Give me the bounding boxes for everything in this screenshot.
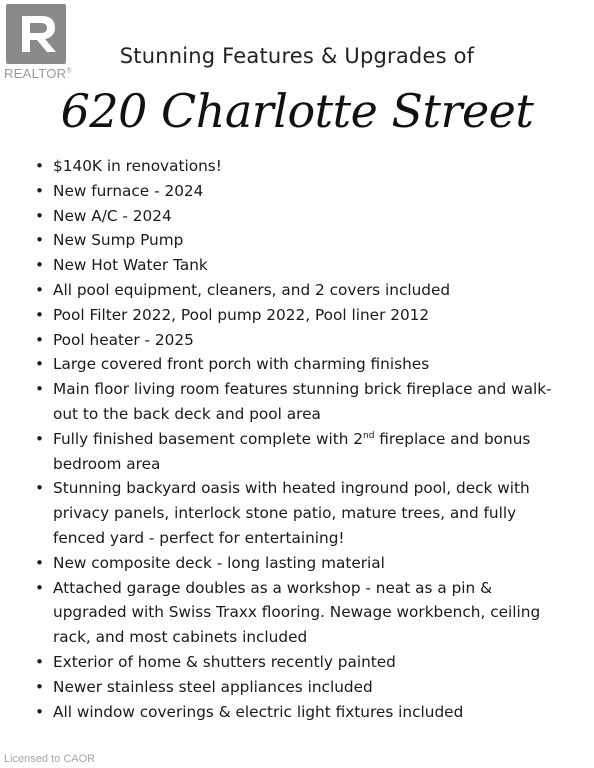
feature-superscript: nd (363, 430, 375, 441)
feature-text: Large covered front porch with charming finishes (53, 355, 430, 374)
bullet-icon: • (35, 702, 45, 721)
bullet-icon: • (35, 677, 45, 696)
list-item (33, 427, 553, 477)
list-item (33, 675, 553, 700)
feature-text: New composite deck - long lasting material (53, 553, 385, 572)
feature-text: Newer stainless steel appliances included (53, 677, 373, 696)
list-item (33, 551, 553, 576)
property-address: 620 Charlotte Street (60, 84, 534, 138)
bullet-icon: • (35, 157, 45, 175)
feature-text: Exterior of home & shutters recently painted (53, 652, 396, 671)
license-notice: Licensed to CAOR (4, 753, 96, 765)
feature-text: $140K in renovations! (53, 157, 222, 175)
list-item (33, 377, 553, 427)
feature-text: Pool heater - 2025 (53, 330, 194, 349)
bullet-icon: • (35, 380, 45, 399)
bullet-icon: • (35, 181, 45, 200)
bullet-icon: • (35, 280, 45, 299)
list-item (33, 576, 553, 650)
list-item (33, 328, 553, 353)
feature-text: New A/C - 2024 (53, 206, 172, 225)
bullet-icon: • (35, 429, 45, 448)
bullet-icon: • (35, 355, 45, 374)
list-item (33, 278, 553, 303)
list-item (33, 476, 553, 550)
feature-text: Main floor living room features stunning brick fireplace and walk-out to the back deck and pool area (53, 380, 552, 423)
feature-text: New furnace - 2024 (53, 181, 204, 200)
feature-text: New Hot Water Tank (53, 256, 208, 275)
list-item (33, 650, 553, 675)
realtor-logo-text: REALTOR® (4, 66, 72, 81)
list-item (33, 253, 553, 278)
list-item (33, 179, 553, 204)
page-headline: Stunning Features & Upgrades of (119, 44, 475, 68)
bullet-icon: • (35, 652, 45, 671)
bullet-icon: • (35, 231, 45, 250)
list-item (33, 154, 553, 179)
features-list (33, 154, 553, 724)
bullet-icon: • (35, 578, 45, 597)
feature-text: Pool Filter 2022, Pool pump 2022, Pool liner 2012 (53, 305, 430, 324)
feature-text: All pool equipment, cleaners, and 2 covers included (53, 280, 451, 299)
feature-text: Attached garage doubles as a workshop - neat as a pin & upgraded with Swiss Traxx flooring. Newage workbench, ceiling rack, and most cabinets included (53, 578, 541, 647)
list-item (33, 700, 553, 725)
bullet-icon: • (35, 206, 45, 225)
bullet-icon: • (35, 305, 45, 324)
bullet-icon: • (35, 553, 45, 572)
list-item (33, 204, 553, 229)
feature-text-before: Fully finished basement complete with 2 (53, 429, 363, 448)
feature-text: All window coverings & electric light fixtures included (53, 702, 464, 721)
realtor-logo (4, 4, 70, 80)
feature-text-after: fireplace and bonus bedroom area (53, 429, 531, 473)
list-item (33, 228, 553, 253)
feature-text: New Sump Pump (53, 231, 184, 250)
bullet-icon: • (35, 256, 45, 275)
bullet-icon: • (35, 479, 45, 498)
list-item (33, 352, 553, 377)
feature-text: Stunning backyard oasis with heated inground pool, deck with privacy panels, interlock stone patio, mature trees, and fully fenced yard - perfect for entertaining! (53, 479, 530, 547)
list-item (33, 303, 553, 328)
bullet-icon: • (35, 330, 45, 349)
